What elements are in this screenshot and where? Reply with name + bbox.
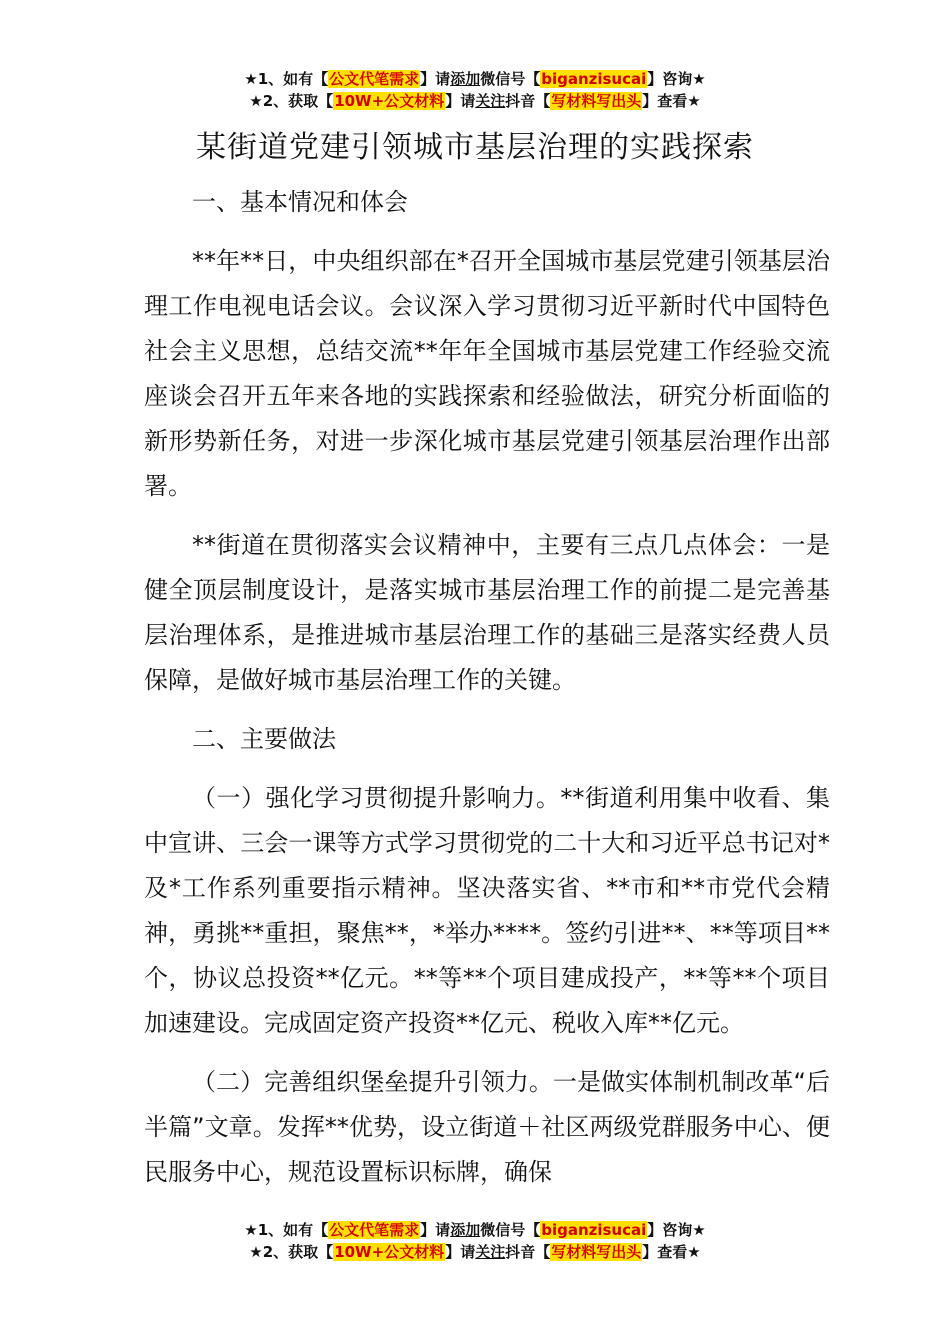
promo-text: 抖音【 — [505, 92, 551, 110]
paragraph: **年**日，中央组织部在*召开全国城市基层党建引领基层治理工作电视电话会议。会议深入学习贯彻习近平新时代中国特色社会主义思想，总结交流**年年全国城市基层党建工作经验交流座谈会召开五年来各地的实践探索和经验做法，研究分析面临的新形势新任务，对进一步深化城市基层党建引领基层治理作出部署。 — [144, 247, 830, 500]
promo-text: ★2、获取【 — [249, 92, 334, 110]
promo-emphasis: 添加 — [450, 70, 481, 88]
section-heading: 二、主要做法 — [192, 725, 336, 753]
promo-line-2 — [0, 1241, 950, 1263]
promo-text: 微信号【 — [480, 1221, 541, 1239]
promo-wechat-id: biganzisucai — [541, 1221, 647, 1239]
section-heading: 一、基本情况和体会 — [192, 188, 408, 216]
promo-text: ★2、获取【 — [249, 1243, 334, 1261]
promo-text: ★1、如有【 — [244, 1221, 329, 1239]
promo-text: 】请 — [420, 1221, 451, 1239]
promo-line-1 — [0, 68, 950, 90]
paragraph: **街道在贯彻落实会议精神中，主要有三点几点体会：一是健全顶层制度设计，是落实城市基层治理工作的前提二是完善基层治理体系，是推进城市基层治理工作的基础三是落实经费人员保障，是做好城市基层治理工作的关键。 — [144, 531, 830, 694]
document-title: 某街道党建引领城市基层治理的实践探索 — [196, 130, 754, 165]
promo-emphasis: 关注 — [475, 1243, 506, 1261]
document-body — [144, 180, 830, 1195]
promo-highlight: 公文代笔需求 — [329, 1221, 420, 1239]
promo-douyin-id: 写材料写出头 — [551, 1243, 642, 1261]
promo-line-1 — [0, 1219, 950, 1241]
promo-highlight: 10W+公文材料 — [334, 1243, 445, 1261]
promo-text: 微信号【 — [480, 70, 541, 88]
paragraph: （二）完善组织堡垒提升引领力。一是做实体制机制改革“后半篇”文章。发挥**优势，设立街道＋社区两级党群服务中心、便民服务中心，规范设置标识标牌，确保 — [144, 1068, 830, 1186]
promo-text: 】请 — [420, 70, 451, 88]
promo-highlight: 10W+公文材料 — [334, 92, 445, 110]
promo-text: 】咨询★ — [647, 1221, 706, 1239]
promo-emphasis: 添加 — [450, 1221, 481, 1239]
promo-text: 】请 — [445, 92, 476, 110]
promo-emphasis: 关注 — [475, 92, 506, 110]
promo-highlight: 公文代笔需求 — [329, 70, 420, 88]
footer-promo-banner — [0, 1219, 950, 1263]
promo-wechat-id: biganzisucai — [541, 70, 647, 88]
promo-text: 】咨询★ — [647, 70, 706, 88]
promo-text: 】查看★ — [642, 1243, 701, 1261]
promo-text: 】查看★ — [642, 92, 701, 110]
header-promo-banner — [0, 68, 950, 112]
promo-text: ★1、如有【 — [244, 70, 329, 88]
paragraph: （一）强化学习贯彻提升影响力。**街道利用集中收看、集中宣讲、三会一课等方式学习贯彻党的二十大和习近平总书记对*及*工作系列重要指示精神。坚决落实省、**市和**市党代会精神，勇挑**重担，聚焦**，*举办****。签约引进**、**等项目**个，协议总投资**亿元。**等**个项目建成投产，**等**个项目加速建设。完成固定资产投资**亿元、税收入库**亿元。 — [144, 784, 830, 1037]
promo-text: 】请 — [445, 1243, 476, 1261]
promo-line-2 — [0, 90, 950, 112]
promo-text: 抖音【 — [505, 1243, 551, 1261]
promo-douyin-id: 写材料写出头 — [551, 92, 642, 110]
